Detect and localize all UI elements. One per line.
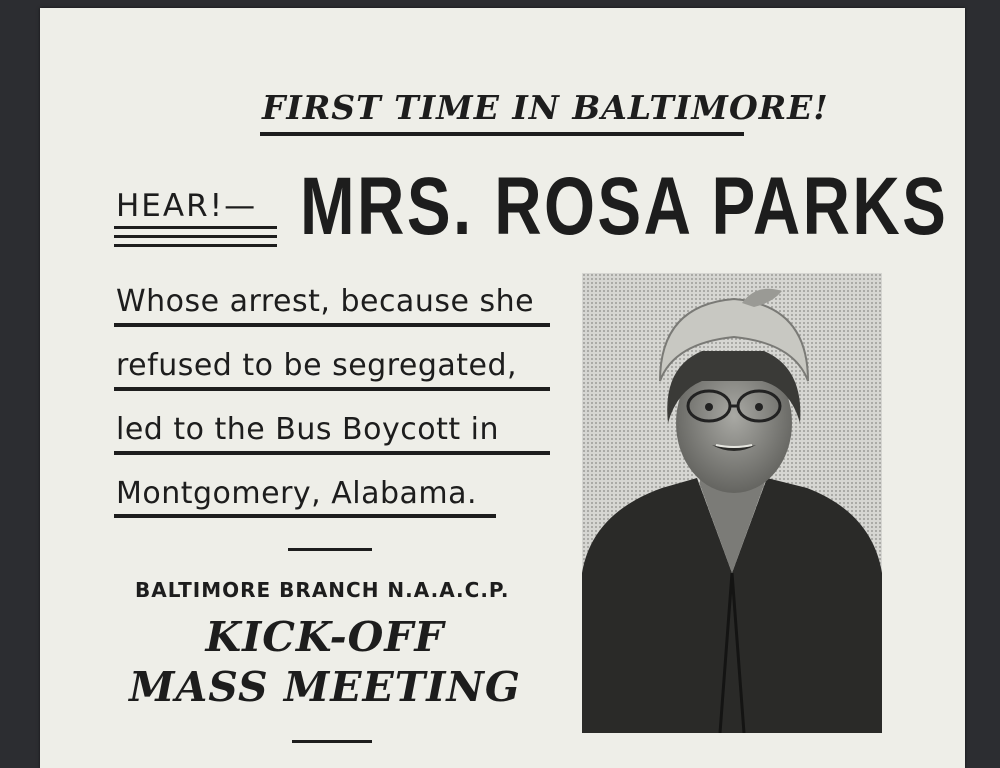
- description-underline-4: [114, 514, 496, 518]
- description-line-2: refused to be segregated,: [116, 348, 518, 383]
- headline: FIRST TIME IN BALTIMORE!: [262, 88, 829, 127]
- flyer-page: [40, 8, 965, 768]
- hear-label: HEAR!—: [116, 188, 258, 224]
- hear-rule-1: [114, 226, 277, 229]
- headline-underline: [260, 132, 744, 136]
- description-line-1: Whose arrest, because she: [116, 284, 535, 319]
- hear-rule-2: [114, 235, 277, 238]
- section-divider: [288, 548, 372, 551]
- description-underline-3: [114, 451, 550, 455]
- description-line-4: Montgomery, Alabama.: [116, 476, 478, 511]
- description-underline-2: [114, 387, 550, 391]
- bottom-divider: [292, 740, 372, 743]
- description-underline-1: [114, 323, 550, 327]
- event-title-line-2: MASS MEETING: [129, 663, 521, 711]
- speaker-name: MRS. ROSA PARKS: [300, 161, 949, 252]
- portrait-photo: [582, 273, 882, 733]
- event-title-line-1: KICK-OFF: [205, 613, 445, 661]
- description-line-3: led to the Bus Boycott in: [116, 412, 500, 447]
- branch-name: BALTIMORE BRANCH N.A.A.C.P.: [135, 578, 510, 602]
- hear-rule-3: [114, 244, 277, 247]
